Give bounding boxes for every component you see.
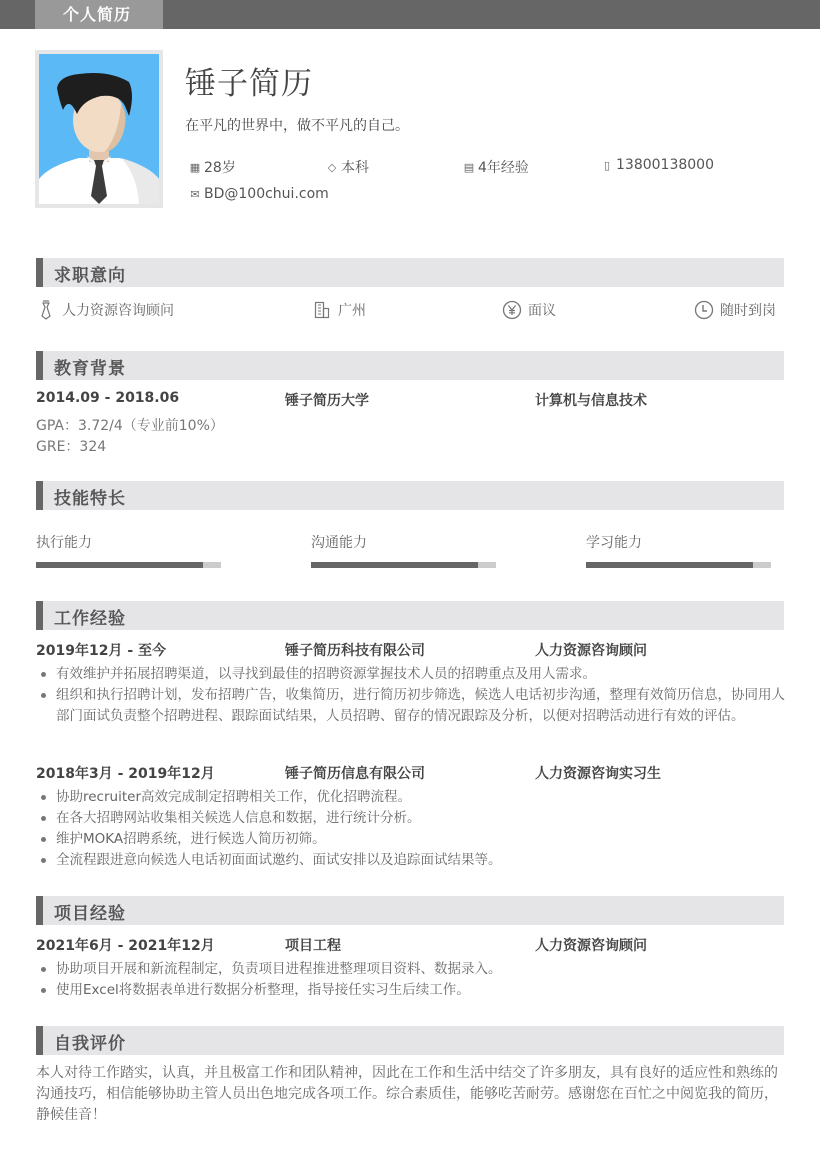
mail-icon: ✉ xyxy=(190,187,200,201)
education-value: 本科 xyxy=(341,160,369,176)
building-icon xyxy=(312,300,332,320)
project-role: 人力资源咨询顾问 xyxy=(535,938,647,954)
skill-bar xyxy=(36,562,221,568)
intent-salary-value: 面议 xyxy=(528,303,556,319)
section-title: 项目经验 xyxy=(54,904,126,924)
skill-bar xyxy=(586,562,771,568)
education-gre: GRE：324 xyxy=(36,439,107,455)
project-name: 项目工程 xyxy=(285,938,341,954)
work-bullets xyxy=(36,664,788,727)
tie-icon xyxy=(36,300,56,320)
education-school: 锤子简历大学 xyxy=(285,393,369,409)
candidate-name: 锤子简历 xyxy=(185,66,313,102)
project-period: 2021年6月 - 2021年12月 xyxy=(36,938,215,954)
intent-availability-value: 随时到岗 xyxy=(720,303,776,319)
education-major: 计算机与信息技术 xyxy=(535,393,647,409)
intent-position xyxy=(36,300,174,320)
section-header-work xyxy=(36,601,784,630)
phone-icon: ▯ xyxy=(603,158,611,172)
section-title: 自我评价 xyxy=(54,1034,126,1054)
education-gpa: GPA：3.72/4（专业前10%） xyxy=(36,418,224,434)
work-bullets xyxy=(36,787,788,871)
experience-value: 4年经验 xyxy=(478,160,529,176)
section-header-intent xyxy=(36,258,784,287)
motto: 在平凡的世界中，做不平凡的自己。 xyxy=(185,118,409,134)
skill-bar-fill xyxy=(311,562,478,568)
intent-position-value: 人力资源咨询顾问 xyxy=(62,303,174,319)
calendar-icon: ▦ xyxy=(189,160,201,174)
intent-city xyxy=(312,300,366,320)
list-item: 有效维护并拓展招聘渠道，以寻找到最佳的招聘资源掌握技术人员的招聘重点及用人需求。 xyxy=(36,664,788,685)
skill-bar-fill xyxy=(586,562,753,568)
info-phone xyxy=(600,157,714,173)
work-title: 人力资源咨询顾问 xyxy=(535,643,647,659)
document-icon: ▤ xyxy=(463,160,475,174)
skill-label: 学习能力 xyxy=(586,535,642,551)
email-value: BD@100chui.com xyxy=(204,186,329,202)
section-header-projects xyxy=(36,896,784,925)
section-title: 教育背景 xyxy=(54,359,126,379)
intent-city-value: 广州 xyxy=(338,303,366,319)
intent-salary xyxy=(502,300,556,320)
info-age xyxy=(188,157,236,177)
list-item: 维护MOKA招聘系统，进行候选人简历初筛。 xyxy=(36,829,788,850)
work-period: 2018年3月 - 2019年12月 xyxy=(36,766,215,782)
work-company: 锤子简历科技有限公司 xyxy=(285,643,425,659)
project-bullets xyxy=(36,959,788,1001)
skill-label: 执行能力 xyxy=(36,535,92,551)
info-email xyxy=(188,186,329,202)
top-bar xyxy=(0,0,820,29)
work-company: 锤子简历信息有限公司 xyxy=(285,766,425,782)
list-item: 使用Excel将数据表单进行数据分析整理，指导接任实习生后续工作。 xyxy=(36,980,788,1001)
age-value: 28岁 xyxy=(204,160,236,176)
section-title: 工作经验 xyxy=(54,609,126,629)
header-tab: 个人简历 xyxy=(35,0,163,29)
self-evaluation-text: 本人对待工作踏实，认真，并且极富工作和团队精神，因此在工作和生活中结交了许多朋友，具有良好的适应性和熟练的沟通技巧，相信能够协助主管人员出色地完成各项工作。综合素质佳，能够吃苦耐劳。感谢您在百忙之中阅览我的简历，静候佳音！ xyxy=(36,1065,778,1123)
section-title: 技能特长 xyxy=(54,489,126,509)
list-item: 协助项目开展和新流程制定，负责项目进程推进整理项目资料、数据录入。 xyxy=(36,959,788,980)
education-period: 2014.09 - 2018.06 xyxy=(36,390,180,406)
work-title: 人力资源咨询实习生 xyxy=(535,766,661,782)
intent-availability xyxy=(694,300,776,320)
list-item: 全流程跟进意向候选人电话初面面试邀约、面试安排以及追踪面试结果等。 xyxy=(36,850,788,871)
section-header-self-eval xyxy=(36,1026,784,1055)
info-experience xyxy=(462,157,529,177)
phone-value: 13800138000 xyxy=(616,157,714,173)
section-title: 求职意向 xyxy=(54,266,126,286)
section-header-education xyxy=(36,351,784,380)
skill-label: 沟通能力 xyxy=(311,535,367,551)
skill-bar-fill xyxy=(36,562,203,568)
work-period: 2019年12月 - 至今 xyxy=(36,643,167,659)
list-item: 组织和执行招聘计划，发布招聘广告，收集简历，进行简历初步筛选，候选人电话初步沟通，整理有效简历信息，协同用人部门面试负责整个招聘进程、跟踪面试结果，人员招聘、留存的情况跟踪及分析，以便对招聘活动进行有效的评估。 xyxy=(36,685,788,727)
section-header-skills xyxy=(36,481,784,510)
skill-bar xyxy=(311,562,496,568)
list-item: 在各大招聘网站收集相关候选人信息和数据，进行统计分析。 xyxy=(36,808,788,829)
avatar xyxy=(35,50,163,208)
info-education xyxy=(325,157,369,177)
list-item: 协助recruiter高效完成制定招聘相关工作，优化招聘流程。 xyxy=(36,787,788,808)
graduation-cap-icon: ◇ xyxy=(327,160,337,174)
avatar-illustration xyxy=(39,54,159,204)
yen-icon xyxy=(502,300,522,320)
clock-icon xyxy=(694,300,714,320)
